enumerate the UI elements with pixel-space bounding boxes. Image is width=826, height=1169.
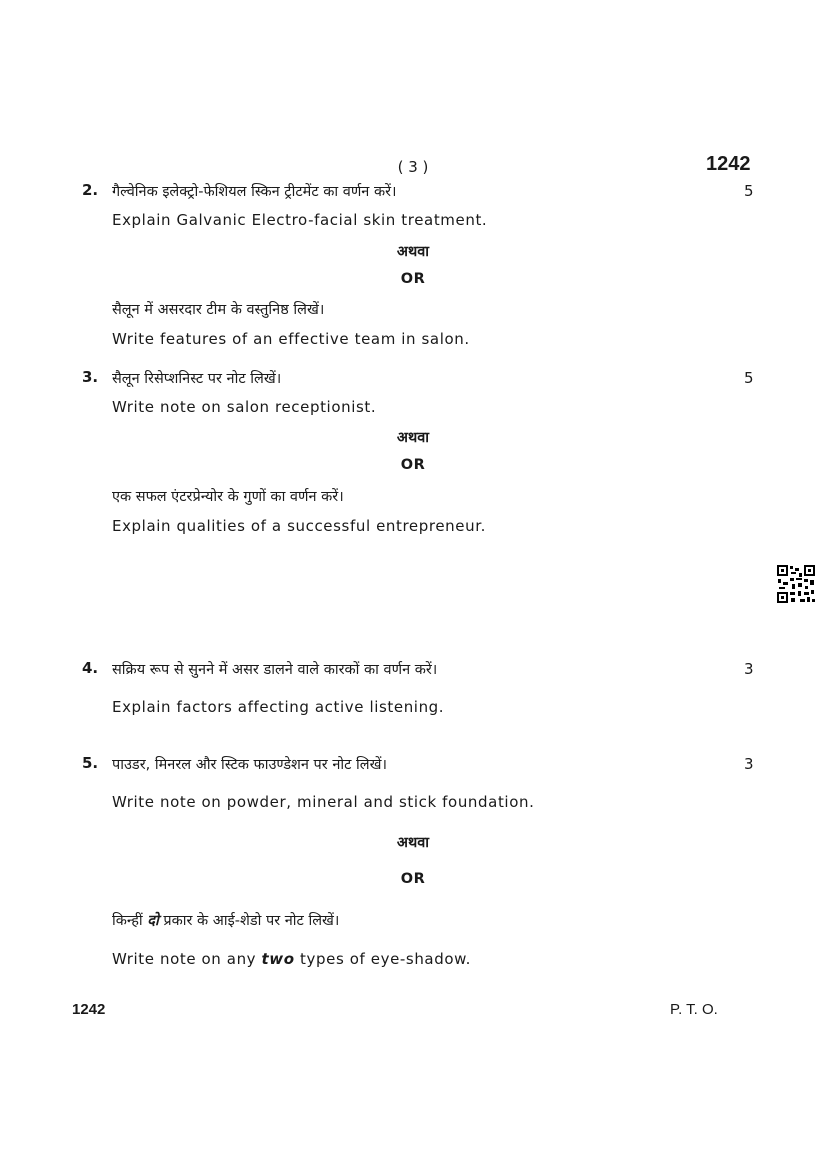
page-number: ( 3 ) xyxy=(397,158,429,176)
question-hindi: पाउडर, मिनरल और स्टिक फाउण्डेशन पर नोट लिखें। xyxy=(112,757,387,773)
question-number: 2. xyxy=(82,181,99,199)
question-marks: 3 xyxy=(744,755,754,773)
question-english: Explain Galvanic Electro-facial skin treatment. xyxy=(112,211,488,229)
question-number: 4. xyxy=(82,659,99,677)
or-hindi: अथवा xyxy=(396,835,430,851)
or-hindi: अथवा xyxy=(396,430,430,446)
question-number: 3. xyxy=(82,368,99,386)
alternate-english xyxy=(112,950,471,968)
qr-code xyxy=(776,564,816,604)
question-marks: 3 xyxy=(744,660,754,678)
text: types of eye-shadow. xyxy=(294,950,471,968)
question-hindi: सैलून रिसेप्शनिस्ट पर नोट लिखें। xyxy=(112,371,282,387)
or-english: OR xyxy=(400,871,426,887)
emphasis: दो xyxy=(147,913,159,929)
question-marks: 5 xyxy=(744,182,754,200)
alternate-hindi: एक सफल एंटरप्रेन्योर के गुणों का वर्णन करें। xyxy=(112,489,344,505)
footer-pto: P. T. O. xyxy=(670,1001,718,1018)
alternate-english: Explain qualities of a successful entrepreneur. xyxy=(112,517,486,535)
question-english: Write note on powder, mineral and stick foundation. xyxy=(112,793,535,811)
question-number: 5. xyxy=(82,754,99,772)
question-english: Explain factors affecting active listening. xyxy=(112,698,445,716)
question-hindi: गैल्वेनिक इलेक्ट्रो-फेशियल स्किन ट्रीटमेंट का वर्णन करें। xyxy=(112,184,397,200)
emphasis: two xyxy=(261,950,295,968)
or-english: OR xyxy=(400,457,426,473)
text: Write note on any xyxy=(112,950,262,968)
text: प्रकार के आई-शेडो पर नोट लिखें। xyxy=(158,913,340,929)
alternate-hindi: सैलून में असरदार टीम के वस्तुनिष्ठ लिखें। xyxy=(112,302,325,318)
alternate-hindi xyxy=(112,910,339,930)
footer-code: 1242 xyxy=(72,1001,106,1018)
question-marks: 5 xyxy=(744,369,754,387)
alternate-english: Write features of an effective team in salon. xyxy=(112,330,470,348)
question-english: Write note on salon receptionist. xyxy=(112,398,377,416)
text: किन्हीं xyxy=(112,913,148,929)
paper-code: 1242 xyxy=(706,153,751,175)
or-hindi: अथवा xyxy=(396,244,430,260)
question-hindi: सक्रिय रूप से सुनने में असर डालने वाले कारकों का वर्णन करें। xyxy=(112,662,438,678)
or-english: OR xyxy=(400,271,426,287)
